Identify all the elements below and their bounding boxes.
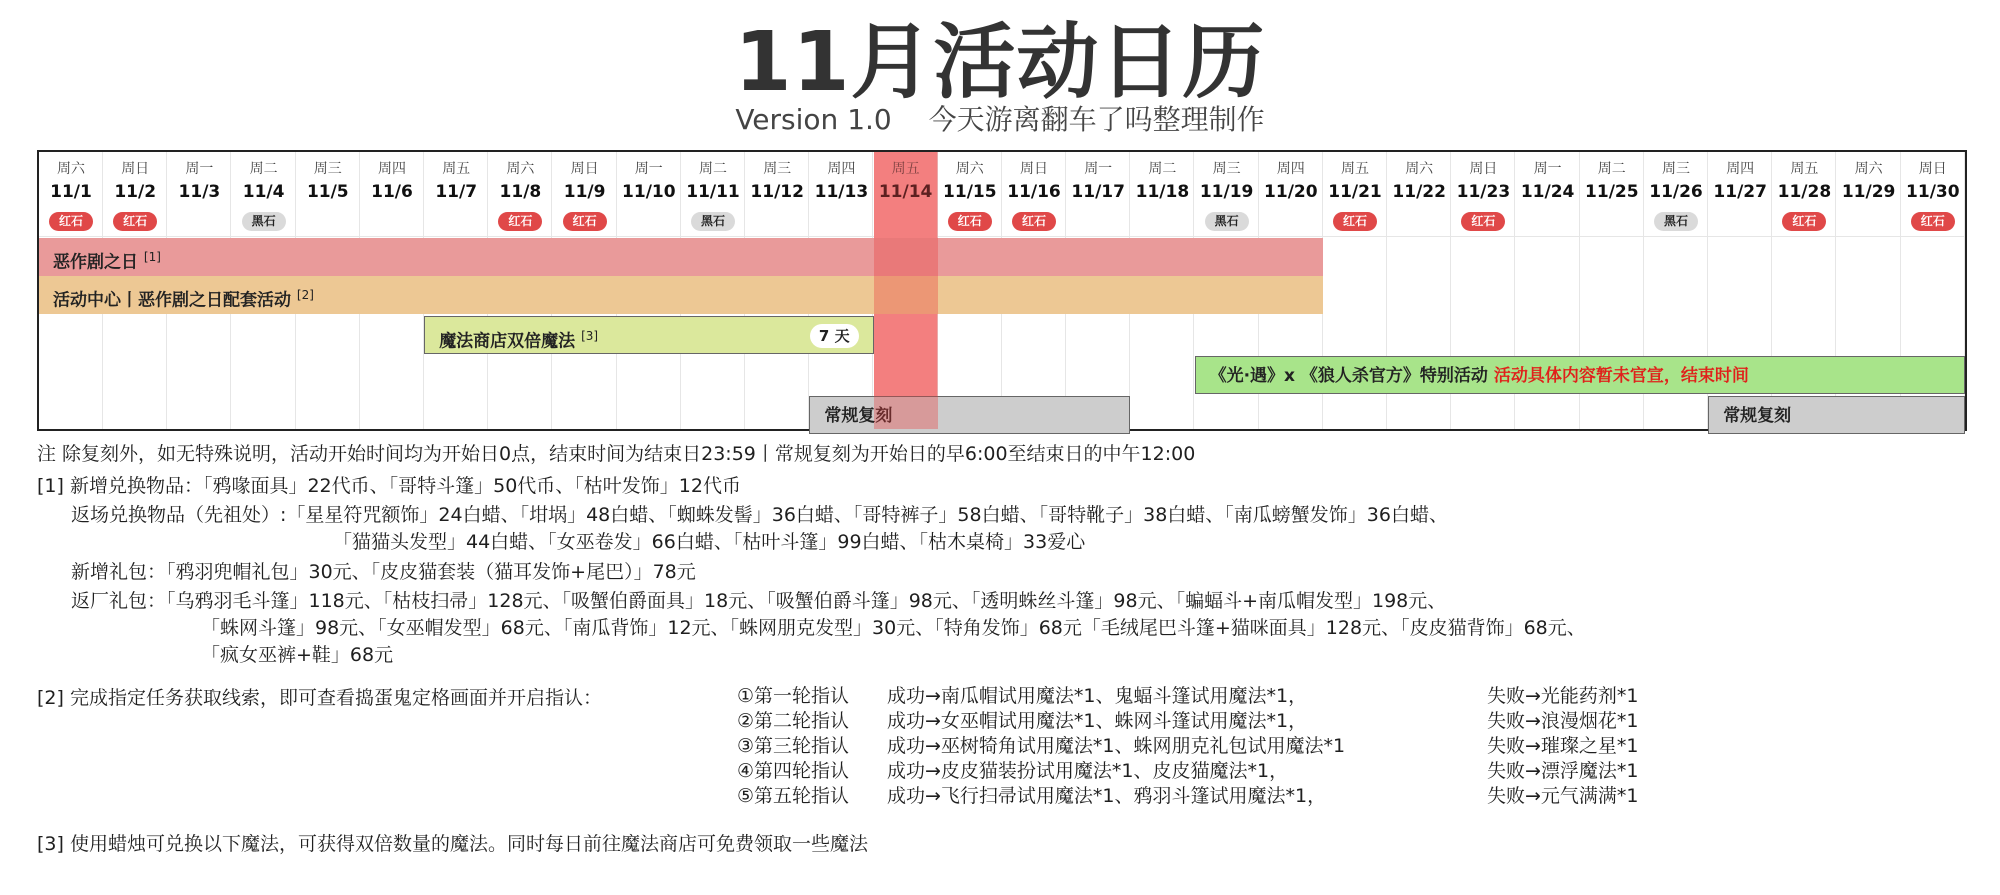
round-success: 成功→巫树犄角试用魔法*1、蛛网朋克礼包试用魔法*1 xyxy=(887,735,1346,757)
date-label: 11/21 xyxy=(1328,182,1382,202)
date-label: 11/7 xyxy=(435,182,478,202)
date-label: 11/14 xyxy=(878,182,933,202)
event-bar-rerun-1[interactable] xyxy=(809,396,1130,434)
date-label: 11/12 xyxy=(750,182,804,202)
round-label: ②第二轮指认 xyxy=(737,710,850,732)
note-1-line-2: 返场兑换物品（先祖处）:「星星符咒额饰」24白蜡、「坩埚」48白蜡、「蜘蛛发髻」36白蜡、「哥特裤子」58白蜡、「哥特靴子」38白蜡、「南瓜螃蟹发饰」36白蜡、 xyxy=(71,504,1448,526)
round-label: ⑤第五轮指认 xyxy=(737,785,850,807)
date-label: 11/3 xyxy=(178,182,221,202)
round-label: ④第四轮指认 xyxy=(737,760,850,782)
event-label: 常规复刻 xyxy=(824,406,893,426)
event-label: 常规复刻 xyxy=(1723,406,1792,426)
weekday-label: 周四 xyxy=(827,161,856,177)
round-label: ③第三轮指认 xyxy=(737,735,850,757)
credit-label: 今天游离翻车了吗整理制作 xyxy=(928,103,1265,136)
weekday-label: 周六 xyxy=(1405,161,1434,177)
page-title: 11月活动日历 xyxy=(734,15,1266,110)
round-label: ①第一轮指认 xyxy=(737,685,850,707)
red-stone-badge: 红石 xyxy=(113,212,157,231)
date-label: 11/13 xyxy=(814,182,869,202)
date-label: 11/19 xyxy=(1199,182,1254,202)
round-fail: 失败→漂浮魔法*1 xyxy=(1487,760,1639,782)
note-main: 注 除复刻外，如无特殊说明，活动开始时间均为开始日0点，结束时间为结束日23:59丨常规复刻为开始日的早6:00至结束日的中午12:00 xyxy=(37,443,1196,465)
weekday-label: 周三 xyxy=(1212,161,1241,177)
weekday-label: 周二 xyxy=(699,161,727,177)
version-label: Version 1.0 xyxy=(735,103,892,136)
date-label: 11/17 xyxy=(1071,182,1125,202)
weekday-label: 周五 xyxy=(442,161,471,177)
round-fail: 失败→元气满满*1 xyxy=(1487,785,1639,807)
event-bar-rerun-2[interactable] xyxy=(1708,396,1965,434)
red-stone-badge: 红石 xyxy=(948,212,992,231)
date-label: 11/5 xyxy=(306,182,349,202)
date-label: 11/9 xyxy=(563,182,606,202)
date-label: 11/15 xyxy=(943,182,997,202)
round-fail: 失败→光能药剂*1 xyxy=(1487,685,1639,707)
event-ref: [2] xyxy=(296,288,314,302)
weekday-label: 周三 xyxy=(1662,161,1690,177)
date-label: 11/18 xyxy=(1135,182,1190,202)
weekday-label: 周一 xyxy=(1084,161,1113,177)
event-bar-collab[interactable] xyxy=(1195,356,1965,394)
subtitle xyxy=(0,102,2000,138)
event-bar-activity-center[interactable] xyxy=(39,276,1323,314)
event-label: 恶作剧之日 xyxy=(53,252,138,273)
round-success: 成功→女巫帽试用魔法*1、蛛网斗篷试用魔法*1， xyxy=(887,710,1308,732)
weekday-label: 周二 xyxy=(249,161,278,177)
event-bar-prank-day[interactable] xyxy=(39,238,1323,276)
red-stone-badge: 红石 xyxy=(1461,212,1505,231)
black-stone-badge: 黑石 xyxy=(242,212,286,231)
weekday-label: 周日 xyxy=(570,161,599,177)
date-label: 11/30 xyxy=(1906,182,1960,202)
date-label: 11/28 xyxy=(1777,182,1832,202)
weekday-label: 周四 xyxy=(1276,161,1305,177)
weekday-label: 周日 xyxy=(1469,161,1498,177)
weekday-label: 周六 xyxy=(506,161,535,177)
red-stone-badge: 红石 xyxy=(1012,212,1056,231)
date-label: 11/11 xyxy=(686,182,740,202)
note-1-line-6: 「蛛网斗篷」98元、「女巫帽发型」68元、「南瓜背饰」12元、「蛛网朋克发型」30元、「特角发饰」68元「毛绒尾巴斗篷+猫咪面具」128元、「皮皮猫背饰」68元、 xyxy=(201,617,1586,639)
weekday-label: 周日 xyxy=(1020,161,1048,177)
weekday-label: 周日 xyxy=(1918,161,1947,177)
date-label: 11/1 xyxy=(50,182,92,202)
round-fail: 失败→璀璨之星*1 xyxy=(1487,735,1639,757)
red-stone-badge: 红石 xyxy=(1782,212,1826,231)
event-label: 魔法商店双倍魔法 xyxy=(439,331,576,352)
event-label: 《光·遇》x 《狼人杀官方》特别活动 xyxy=(1209,366,1488,386)
red-stone-badge: 红石 xyxy=(1333,212,1377,231)
note-3: [3] 使用蜡烛可兑换以下魔法，可获得双倍数量的魔法。同时每日前往魔法商店可免费领取一些魔法 xyxy=(37,833,868,855)
round-success: 成功→南瓜帽试用魔法*1、鬼蝠斗篷试用魔法*1， xyxy=(887,685,1308,707)
event-bar-magic-shop[interactable] xyxy=(424,316,873,354)
note-1-line-3: 「猫猫头发型」44白蜡、「女巫卷发」66白蜡、「枯叶斗篷」99白蜡、「枯木桌椅」33爱心 xyxy=(333,531,1086,553)
date-label: 11/2 xyxy=(114,182,157,202)
date-label: 11/27 xyxy=(1713,182,1767,202)
round-success: 成功→飞行扫帚试用魔法*1、鸦羽斗篷试用魔法*1， xyxy=(887,785,1327,807)
date-label: 11/6 xyxy=(371,182,413,202)
note-2-intro: [2] 完成指定任务获取线索，即可查看捣蛋鬼定格画面并开启指认： xyxy=(37,687,602,709)
round-fail: 失败→浪漫烟花*1 xyxy=(1487,710,1639,732)
weekday-label: 周二 xyxy=(1597,161,1626,177)
weekday-label: 周一 xyxy=(634,161,663,177)
black-stone-badge: 黑石 xyxy=(691,212,735,231)
date-label: 11/10 xyxy=(622,182,676,202)
weekday-label: 周一 xyxy=(185,161,214,177)
duration-pill: 7 天 xyxy=(810,324,859,348)
event-ref: [1] xyxy=(143,250,161,264)
date-label: 11/29 xyxy=(1841,182,1896,202)
date-label: 11/26 xyxy=(1649,182,1703,202)
weekday-label: 周二 xyxy=(1148,161,1177,177)
red-stone-badge: 红石 xyxy=(1911,212,1955,231)
weekday-label: 周四 xyxy=(378,161,406,177)
note-1-line-1: [1] 新增兑换物品：「鸦喙面具」22代币、「哥特斗篷」50代币、「枯叶发饰」12代币 xyxy=(37,475,741,497)
weekday-label: 周日 xyxy=(121,161,150,177)
black-stone-badge: 黑石 xyxy=(1205,212,1249,231)
event-label: 活动中心丨恶作剧之日配套活动 xyxy=(53,290,291,311)
calendar-grid xyxy=(37,150,1967,431)
weekday-label: 周三 xyxy=(313,161,342,177)
date-label: 11/23 xyxy=(1456,182,1511,202)
weekday-label: 周五 xyxy=(1790,161,1819,177)
date-label: 11/22 xyxy=(1392,182,1446,202)
note-1-line-7: 「疯女巫裤+鞋」68元 xyxy=(201,644,394,666)
date-label: 11/24 xyxy=(1520,182,1575,202)
black-stone-badge: 黑石 xyxy=(1654,212,1698,231)
round-success: 成功→皮皮猫装扮试用魔法*1、皮皮猫魔法*1， xyxy=(887,760,1289,782)
weekday-label: 周六 xyxy=(955,161,984,177)
event-ref: [3] xyxy=(581,329,599,343)
weekday-label: 周六 xyxy=(57,161,85,177)
red-stone-badge: 红石 xyxy=(563,212,607,231)
date-label: 11/4 xyxy=(242,182,285,202)
date-label: 11/25 xyxy=(1585,182,1639,202)
weekday-label: 周四 xyxy=(1726,161,1755,177)
note-1-line-4: 新增礼包：「鸦羽兜帽礼包」30元、「皮皮猫套装（猫耳发饰+尾巴）」78元 xyxy=(71,561,696,583)
red-stone-badge: 红石 xyxy=(498,212,542,231)
weekday-label: 周三 xyxy=(763,161,792,177)
note-1-line-5: 返厂礼包：「乌鸦羽毛斗篷」118元、「枯枝扫帚」128元、「吸蟹伯爵面具」18元、「吸蟹伯爵斗篷」98元、「透明蛛丝斗篷」98元、「蝙蝠斗+南瓜帽发型」198元、 xyxy=(71,590,1447,612)
date-label: 11/20 xyxy=(1264,182,1318,202)
date-label: 11/8 xyxy=(499,182,542,202)
weekday-label: 周六 xyxy=(1854,161,1883,177)
weekday-label: 周五 xyxy=(891,161,920,177)
red-stone-badge: 红石 xyxy=(49,212,93,231)
event-note: 活动具体内容暂未官宣，结束时间 xyxy=(1493,366,1749,386)
weekday-label: 周一 xyxy=(1533,161,1562,177)
weekday-label: 周五 xyxy=(1341,161,1369,177)
date-label: 11/16 xyxy=(1007,182,1061,202)
